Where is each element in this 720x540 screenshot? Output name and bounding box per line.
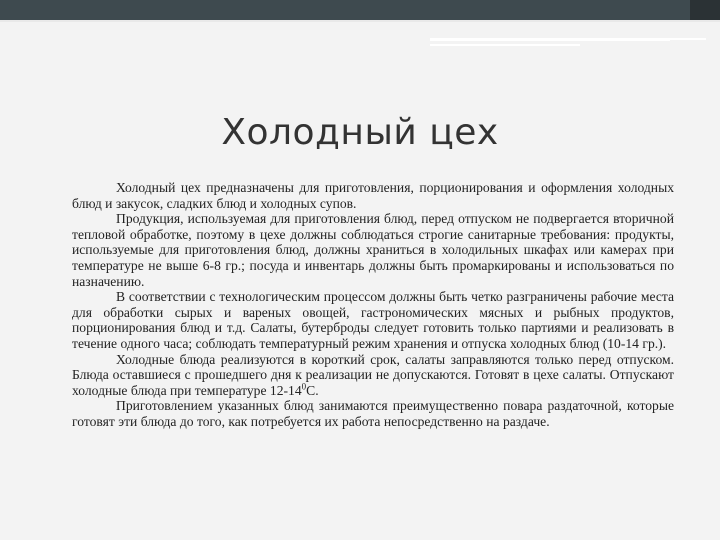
top-bar (0, 0, 690, 20)
decorative-rule (430, 44, 580, 46)
slide-title: Холодный цех (221, 112, 499, 153)
degree-superscript: 0 (301, 381, 307, 392)
paragraph-temperature (72, 352, 674, 399)
top-bar-accent (690, 0, 720, 20)
paragraph-text: Холодные блюда реализуются в короткий срок, салаты заправляются только перед отпуском. Блюда оставшиеся с прошедшего дня к реализации не допускаются. Готовят в цехе салаты. Отпускают холодные блюда при температуре 12-14 (72, 351, 674, 398)
paragraph: Продукция, используемая для приготовления блюд, перед отпуском не подвергается вторичной тепловой обработке, поэтому в цехе должны соблюдаться строгие санитарные требования: продукты, используемые для приготовления блюд, должны храниться в холодильных шкафах или камерах при температуре не выше 6-8 гр.; посуда и инвентарь должны быть промаркированы и использоваться по назначению. (72, 211, 674, 289)
paragraph: Холодный цех предназначены для приготовления, порционирования и оформления холодных блюд и закусок, сладких блюд и холодных супов. (72, 180, 674, 211)
paragraph: Приготовлением указанных блюд занимаются преимущественно повара раздаточной, которые готовят эти блюда до того, как потребуется их работа непосредственно на раздаче. (72, 398, 674, 429)
decorative-rule (640, 38, 706, 40)
decorative-rule (430, 38, 670, 41)
paragraph: В соответствии с технологическим процессом должны быть четко разграничены рабочие места для обработки сырых и вареных овощей, гастрономических мясных и рыбных продуктов, порционирования блюд и т.д. Салаты, бутерброды следует готовить только партиями и реализовать в течение одного часа; соблюдать температурный режим хранения и отпуска холодных блюд (10-14 гр.). (72, 289, 674, 351)
degree-unit: С. (306, 382, 319, 398)
slide-body (72, 180, 674, 430)
